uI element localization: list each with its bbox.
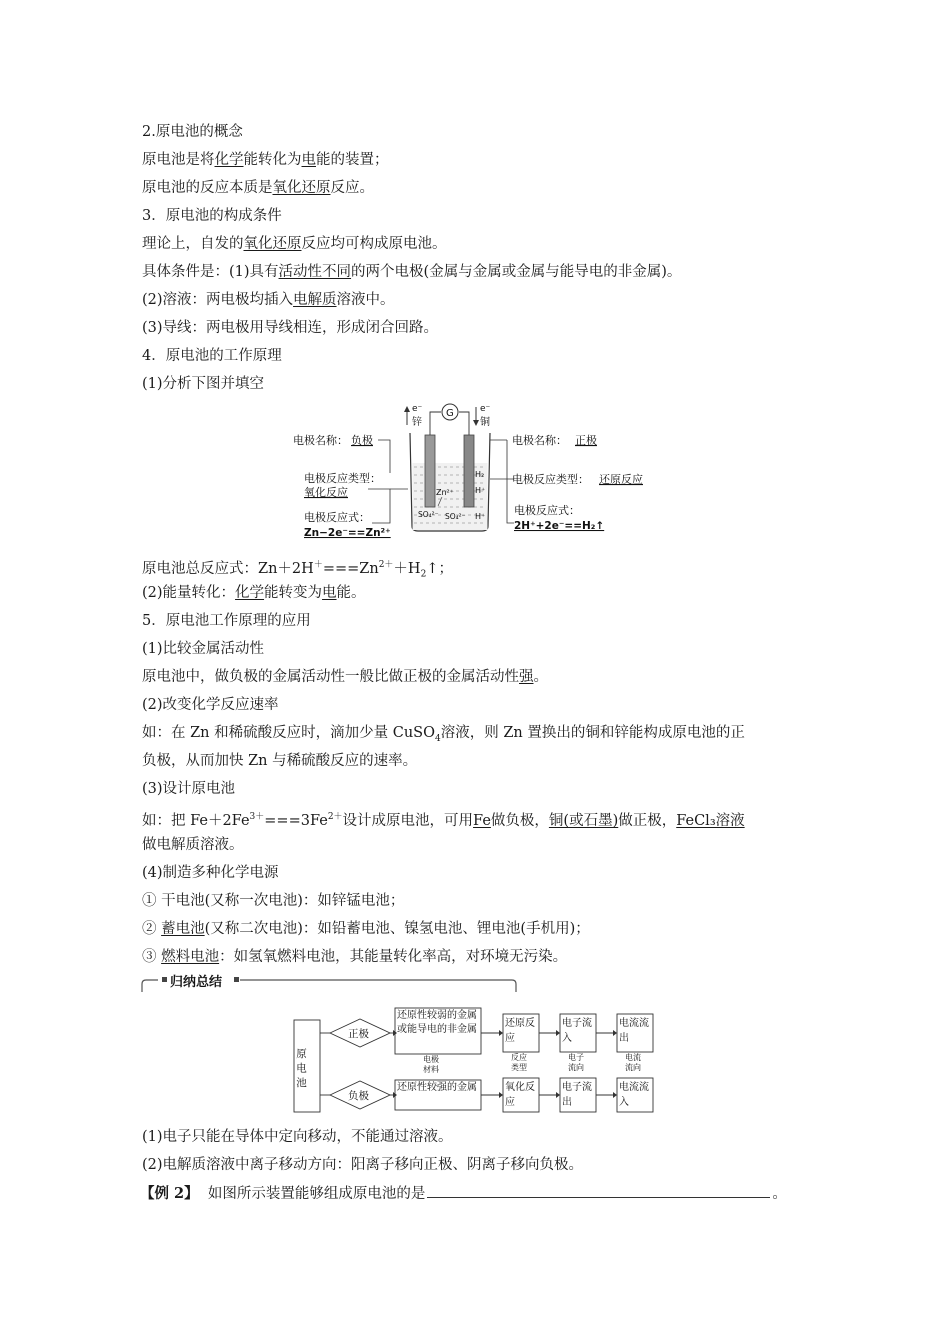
sulfate-2: SO₄²⁻ — [445, 512, 466, 521]
h-plus-2: H⁺ — [475, 512, 486, 521]
mid-label-reaction: 反应类型 — [511, 1053, 527, 1072]
line-cond-b: 具体条件是：(1)具有活动性不同的两个电极(金属与金属或金属与能导电的非金属)。 — [142, 264, 682, 280]
app-4-c: ③ 燃料电池：如氢氧燃料电池，其能量转化率高，对环境无污染。 — [142, 949, 568, 965]
app-4-title: (4)制造多种化学电源 — [142, 865, 279, 881]
left-type-label: 电极反应类型： — [304, 472, 381, 485]
app-1-title: (1)比较金属活动性 — [142, 641, 265, 657]
right-type-value: 还原反应 — [599, 473, 643, 486]
left-name-value: 负极 — [351, 434, 373, 447]
mid-label-material: 电极材料 — [423, 1055, 439, 1074]
neg-current-text: 电流流入 — [619, 1082, 649, 1108]
neg-reaction-text: 氧化反应 — [505, 1082, 535, 1108]
h-plus-1: H⁺ — [475, 486, 486, 495]
example-tag: 【例 2】 — [140, 1185, 199, 1202]
mid-label-current: 电流流向 — [625, 1053, 641, 1072]
copper-electrode — [464, 435, 474, 507]
right-eq-value: 2H⁺+2e⁻==H₂↑ — [514, 520, 605, 532]
galvanic-cell-diagram — [290, 403, 665, 543]
negative-label: 负极 — [348, 1090, 369, 1102]
zn-ion: Zn²⁺ — [436, 488, 454, 497]
section-2-title: 2.原电池的概念 — [142, 124, 243, 140]
pos-current-text: 电流流出 — [619, 1018, 649, 1044]
app-3-text-b: 做电解质溶液。 — [142, 837, 244, 853]
answer-blank[interactable] — [427, 1183, 770, 1198]
summary-flow-diagram — [290, 1002, 660, 1120]
zinc-electrode — [425, 435, 435, 507]
sulfate-1: SO₄²⁻ — [418, 510, 439, 519]
section-4-title: 4．原电池的工作原理 — [142, 348, 282, 364]
pos-electron-text: 电子流入 — [562, 1018, 592, 1044]
energy-conversion: (2)能量转化：化学能转变为电能。 — [142, 585, 366, 601]
mid-label-electron: 电子流向 — [568, 1053, 584, 1072]
app-3-title: (3)设计原电池 — [142, 781, 236, 797]
app-2-text-b: 负极，从而加快 Zn 与稀硫酸反应的速率。 — [142, 753, 418, 769]
total-reaction: 原电池总反应式：$Zn+2H^+===Zn^{2+}+H_2↑$； — [142, 560, 453, 580]
app-2-text-a: 如：在 Zn 和稀硫酸反应时，滴加少量 CuSO$_4$溶液，则 Zn 置换出的铜和锌能构成原电池的正 — [142, 725, 745, 744]
line-concept-a: 原电池是将化学能转化为电能的装置； — [142, 152, 389, 168]
pos-material-text: 还原性较弱的金属或能导电的非金属 — [397, 1010, 477, 1035]
example-2: 【例 2】 如图所示装置能够组成原电池的是 。 — [140, 1185, 787, 1202]
neg-material-text: 还原性较强的金属 — [397, 1082, 477, 1093]
summary-title: 归纳总结 — [170, 975, 223, 990]
line-cond-c: (2)溶液：两电极均插入电解质溶液中。 — [142, 292, 395, 308]
app-2-title: (2)改变化学反应速率 — [142, 697, 279, 713]
copper-label: 铜 — [480, 417, 490, 428]
note-2: (2)电解质溶液中离子移动方向：阳离子移向正极、阴离子移向负极。 — [142, 1157, 584, 1173]
app-4-a: ① 干电池(又称一次电池)：如锌锰电池； — [142, 893, 405, 909]
right-eq-label: 电极反应式： — [514, 504, 580, 517]
section-3-title: 3．原电池的构成条件 — [142, 208, 282, 224]
left-eq-label: 电极反应式： — [304, 511, 370, 524]
right-name-label: 电极名称： — [512, 434, 567, 447]
h2-label: H₂ — [475, 470, 485, 479]
app-3-text-a: 如：把 $Fe+2Fe^{3+}===3Fe^{2+}$设计成原电池，可用Fe做负极，铜(或石墨)做正极，FeCl₃溶液 — [142, 812, 745, 829]
svg-text:e⁻: e⁻ — [412, 404, 423, 414]
line-cond-a: 理论上，自发的氧化还原反应均可构成原电池。 — [142, 236, 447, 252]
left-name-label: 电极名称： — [293, 434, 348, 447]
section-5-title: 5．原电池工作原理的应用 — [142, 613, 311, 629]
pos-reaction-text: 还原反应 — [505, 1018, 535, 1044]
svg-text:e⁻: e⁻ — [480, 404, 491, 414]
app-1-text: 原电池中，做负极的金属活动性一般比做正极的金属活动性强。 — [142, 669, 548, 685]
cell-label: 原电池 — [295, 1048, 307, 1092]
line-concept-b: 原电池的反应本质是氧化还原反应。 — [142, 180, 374, 196]
note-1: (1)电子只能在导体中定向移动，不能通过溶液。 — [142, 1129, 453, 1145]
zinc-label: 锌 — [412, 417, 422, 428]
neg-electron-text: 电子流出 — [562, 1082, 592, 1108]
summary-header — [140, 972, 520, 994]
line-cond-d: (3)导线：两电极用导线相连，形成闭合回路。 — [142, 320, 439, 336]
line-analyze: (1)分析下图并填空 — [142, 376, 265, 392]
right-name-value: 正极 — [575, 434, 597, 447]
app-4-b: ② 蓄电池(又称二次电池)：如铅蓄电池、镍氢电池、锂电池(手机用)； — [142, 921, 590, 937]
left-eq-value: Zn−2e⁻==Zn²⁺ — [304, 527, 391, 539]
left-type-value: 氧化反应 — [304, 486, 348, 499]
svg-text:G: G — [446, 408, 454, 419]
right-type-label: 电极反应类型： — [512, 473, 589, 486]
positive-label: 正极 — [348, 1028, 369, 1040]
